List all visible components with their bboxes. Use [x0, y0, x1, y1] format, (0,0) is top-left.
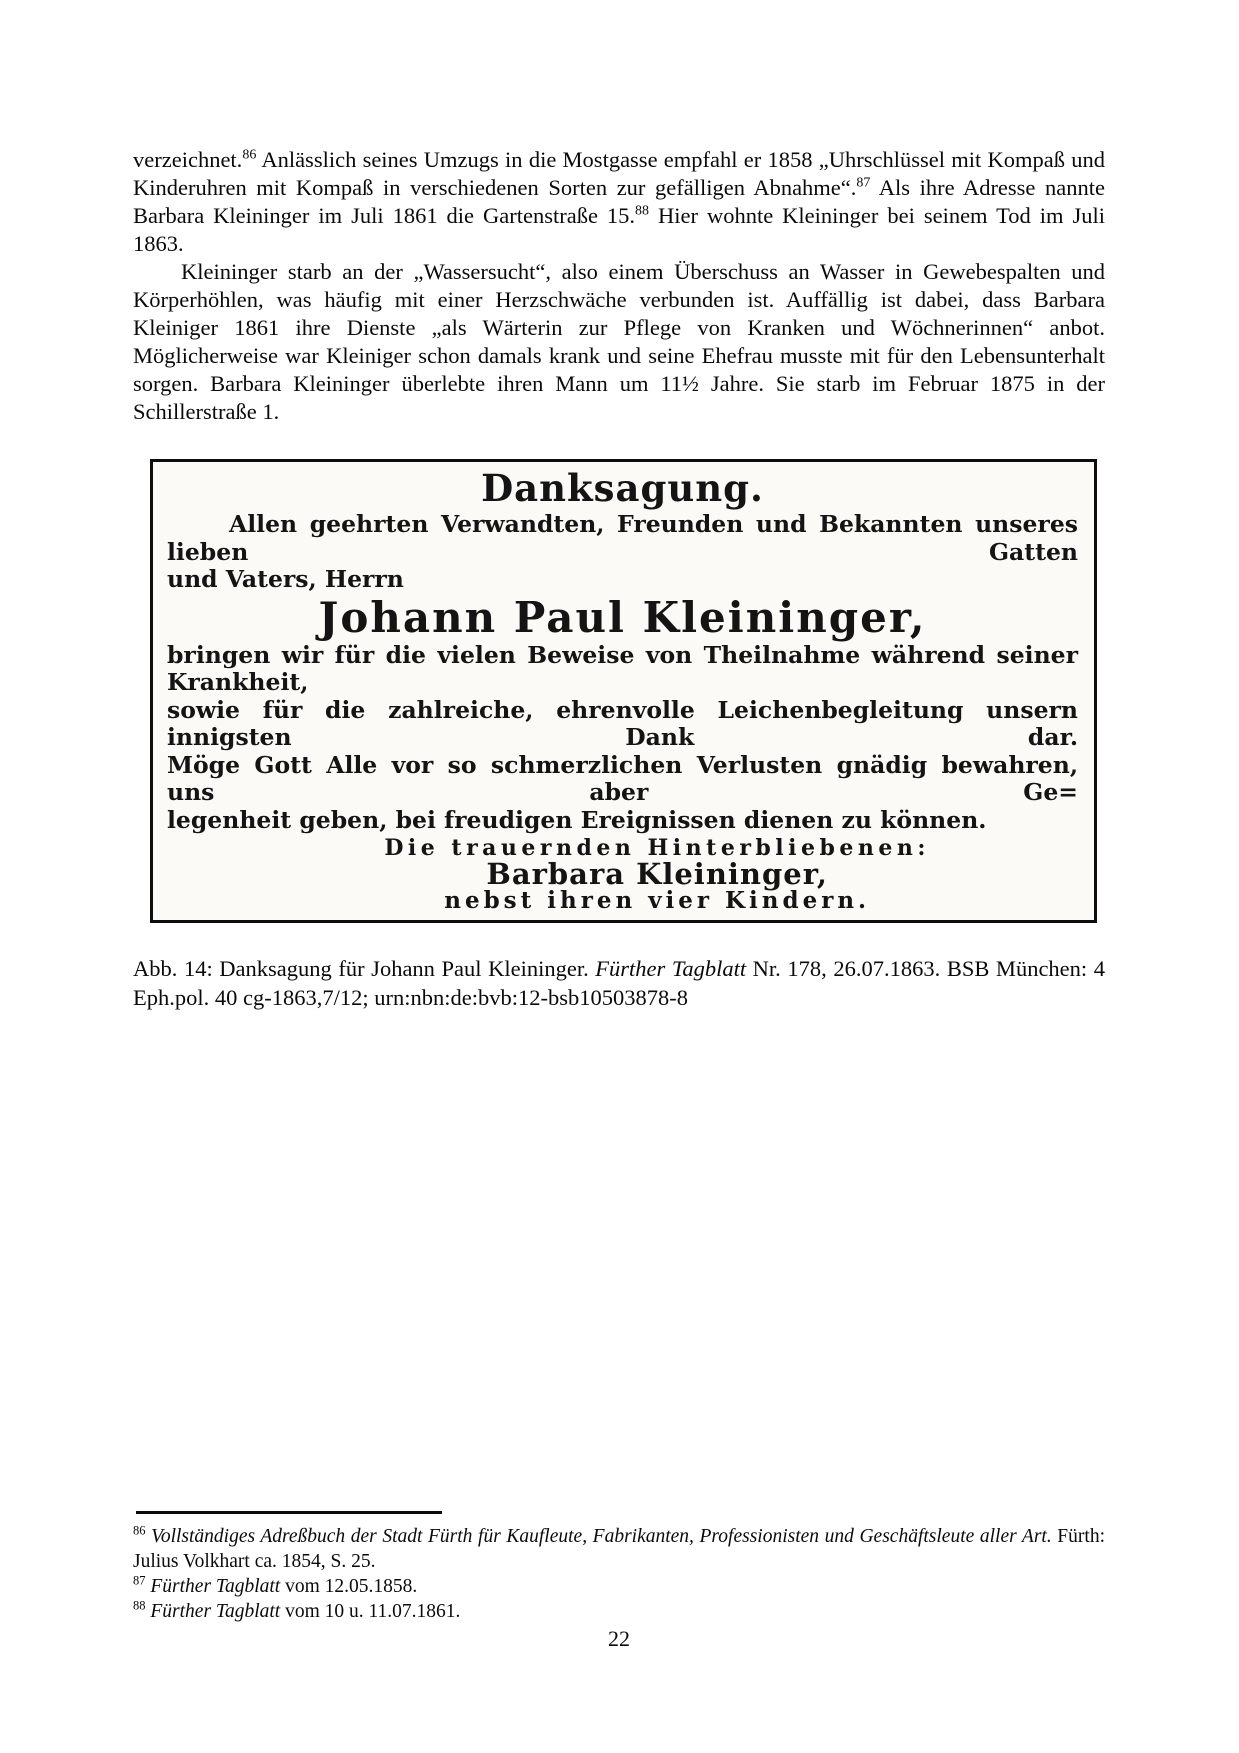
clipping-signature-name: Barbara Kleininger,	[486, 857, 828, 891]
clipping-intro-line: und Vaters, Herrn	[167, 565, 404, 593]
footnote-marker: 86	[133, 1523, 146, 1538]
clipping-body-line: Möge Gott Alle vor so schmerzlichen Verlusten gnädig bewahren, uns aber Ge=	[167, 750, 1078, 806]
footnote	[133, 1599, 1105, 1624]
footnote-text: Fürther Tagblatt vom 12.05.1858.	[150, 1576, 418, 1597]
newspaper-clipping-figure	[150, 459, 1097, 923]
footnote-separator-rule	[136, 1511, 442, 1514]
footnote	[133, 1524, 1105, 1574]
footnotes-section	[133, 1524, 1105, 1624]
figure-caption: Abb. 14: Danksagung für Johann Paul Kleininger. Fürther Tagblatt Nr. 178, 26.07.1863. BSB München: 4 Eph.pol. 40 cg-1863,7/12; urn:nbn:de:bvb:12-bsb10503878-8	[133, 956, 1105, 1010]
footnote-text: Vollständiges Adreßbuch der Stadt Fürth für Kaufleute, Fabrikanten, Professionisten und Geschäftsleute aller Art. Fürth: Julius Volkhart ca. 1854, S. 25.	[133, 1526, 1105, 1572]
clipping-title: Danksagung.	[481, 466, 764, 510]
clipping-body-line: sowie für die zahlreiche, ehrenvolle Leichenbegleitung unsern innigsten Dank dar.	[167, 695, 1078, 751]
footnote-text: Fürther Tagblatt vom 10 u. 11.07.1861.	[150, 1601, 461, 1622]
clipping-deceased-name: Johann Paul Kleininger,	[318, 592, 927, 642]
page-number: 22	[608, 1626, 630, 1651]
text-column	[133, 146, 1105, 1012]
body-paragraph: Kleininger starb an der „Wassersucht“, also einem Überschuss an Wasser in Gewebespalten und Körperhöhlen, was häufig mit einer Herzschwäche verbunden ist. Auffällig ist dabei, dass Barbara Kleiniger 1861 ihre Dienste „als Wärterin zur Pflege von Kranken und Wöchnerinnen“ anbot. Möglicherweise war Kleiniger schon damals krank und seine Ehefrau musste mit für den Lebensunterhalt sorgen. Barbara Kleininger überlebte ihren Mann um 11½ Jahre. Sie starb im Februar 1875 in der Schillerstraße 1.	[133, 259, 1105, 424]
footnote	[133, 1574, 1105, 1599]
clipping-body-line: legenheit geben, bei freudigen Ereignissen dienen zu können.	[167, 805, 987, 834]
clipping-signature-block	[384, 835, 930, 913]
clipping-body-line: bringen wir für die vielen Beweise von Theilnahme während seiner Krankheit,	[167, 640, 1078, 696]
footnote-marker: 87	[133, 1573, 146, 1588]
clipping-intro-line: Allen geehrten Verwandten, Freunden und Bekannten unseres lieben Gatten	[167, 510, 1078, 566]
clipping-signature-heading: Die trauernden Hinterbliebenen:	[384, 835, 930, 861]
clipping-signature-children: nebst ihren vier Kindern.	[444, 887, 871, 914]
body-paragraph: verzeichnet.$^{86}$ Anlässlich seines Umzugs in die Mostgasse empfahl er 1858 „Uhrschlüssel mit Kompaß und Kinderuhren mit Kompaß in verschiedenen Sorten zur gefälligen Abnahme“.$^{87}$ Als ihre Adresse nannte Barbara Kleininger im Juli 1861 die Gartenstraße 15.88 Hier wohnte Kleininger bei seinem Tod im Juli 1863.	[133, 147, 1106, 256]
footnote-marker: 88	[133, 1598, 146, 1613]
